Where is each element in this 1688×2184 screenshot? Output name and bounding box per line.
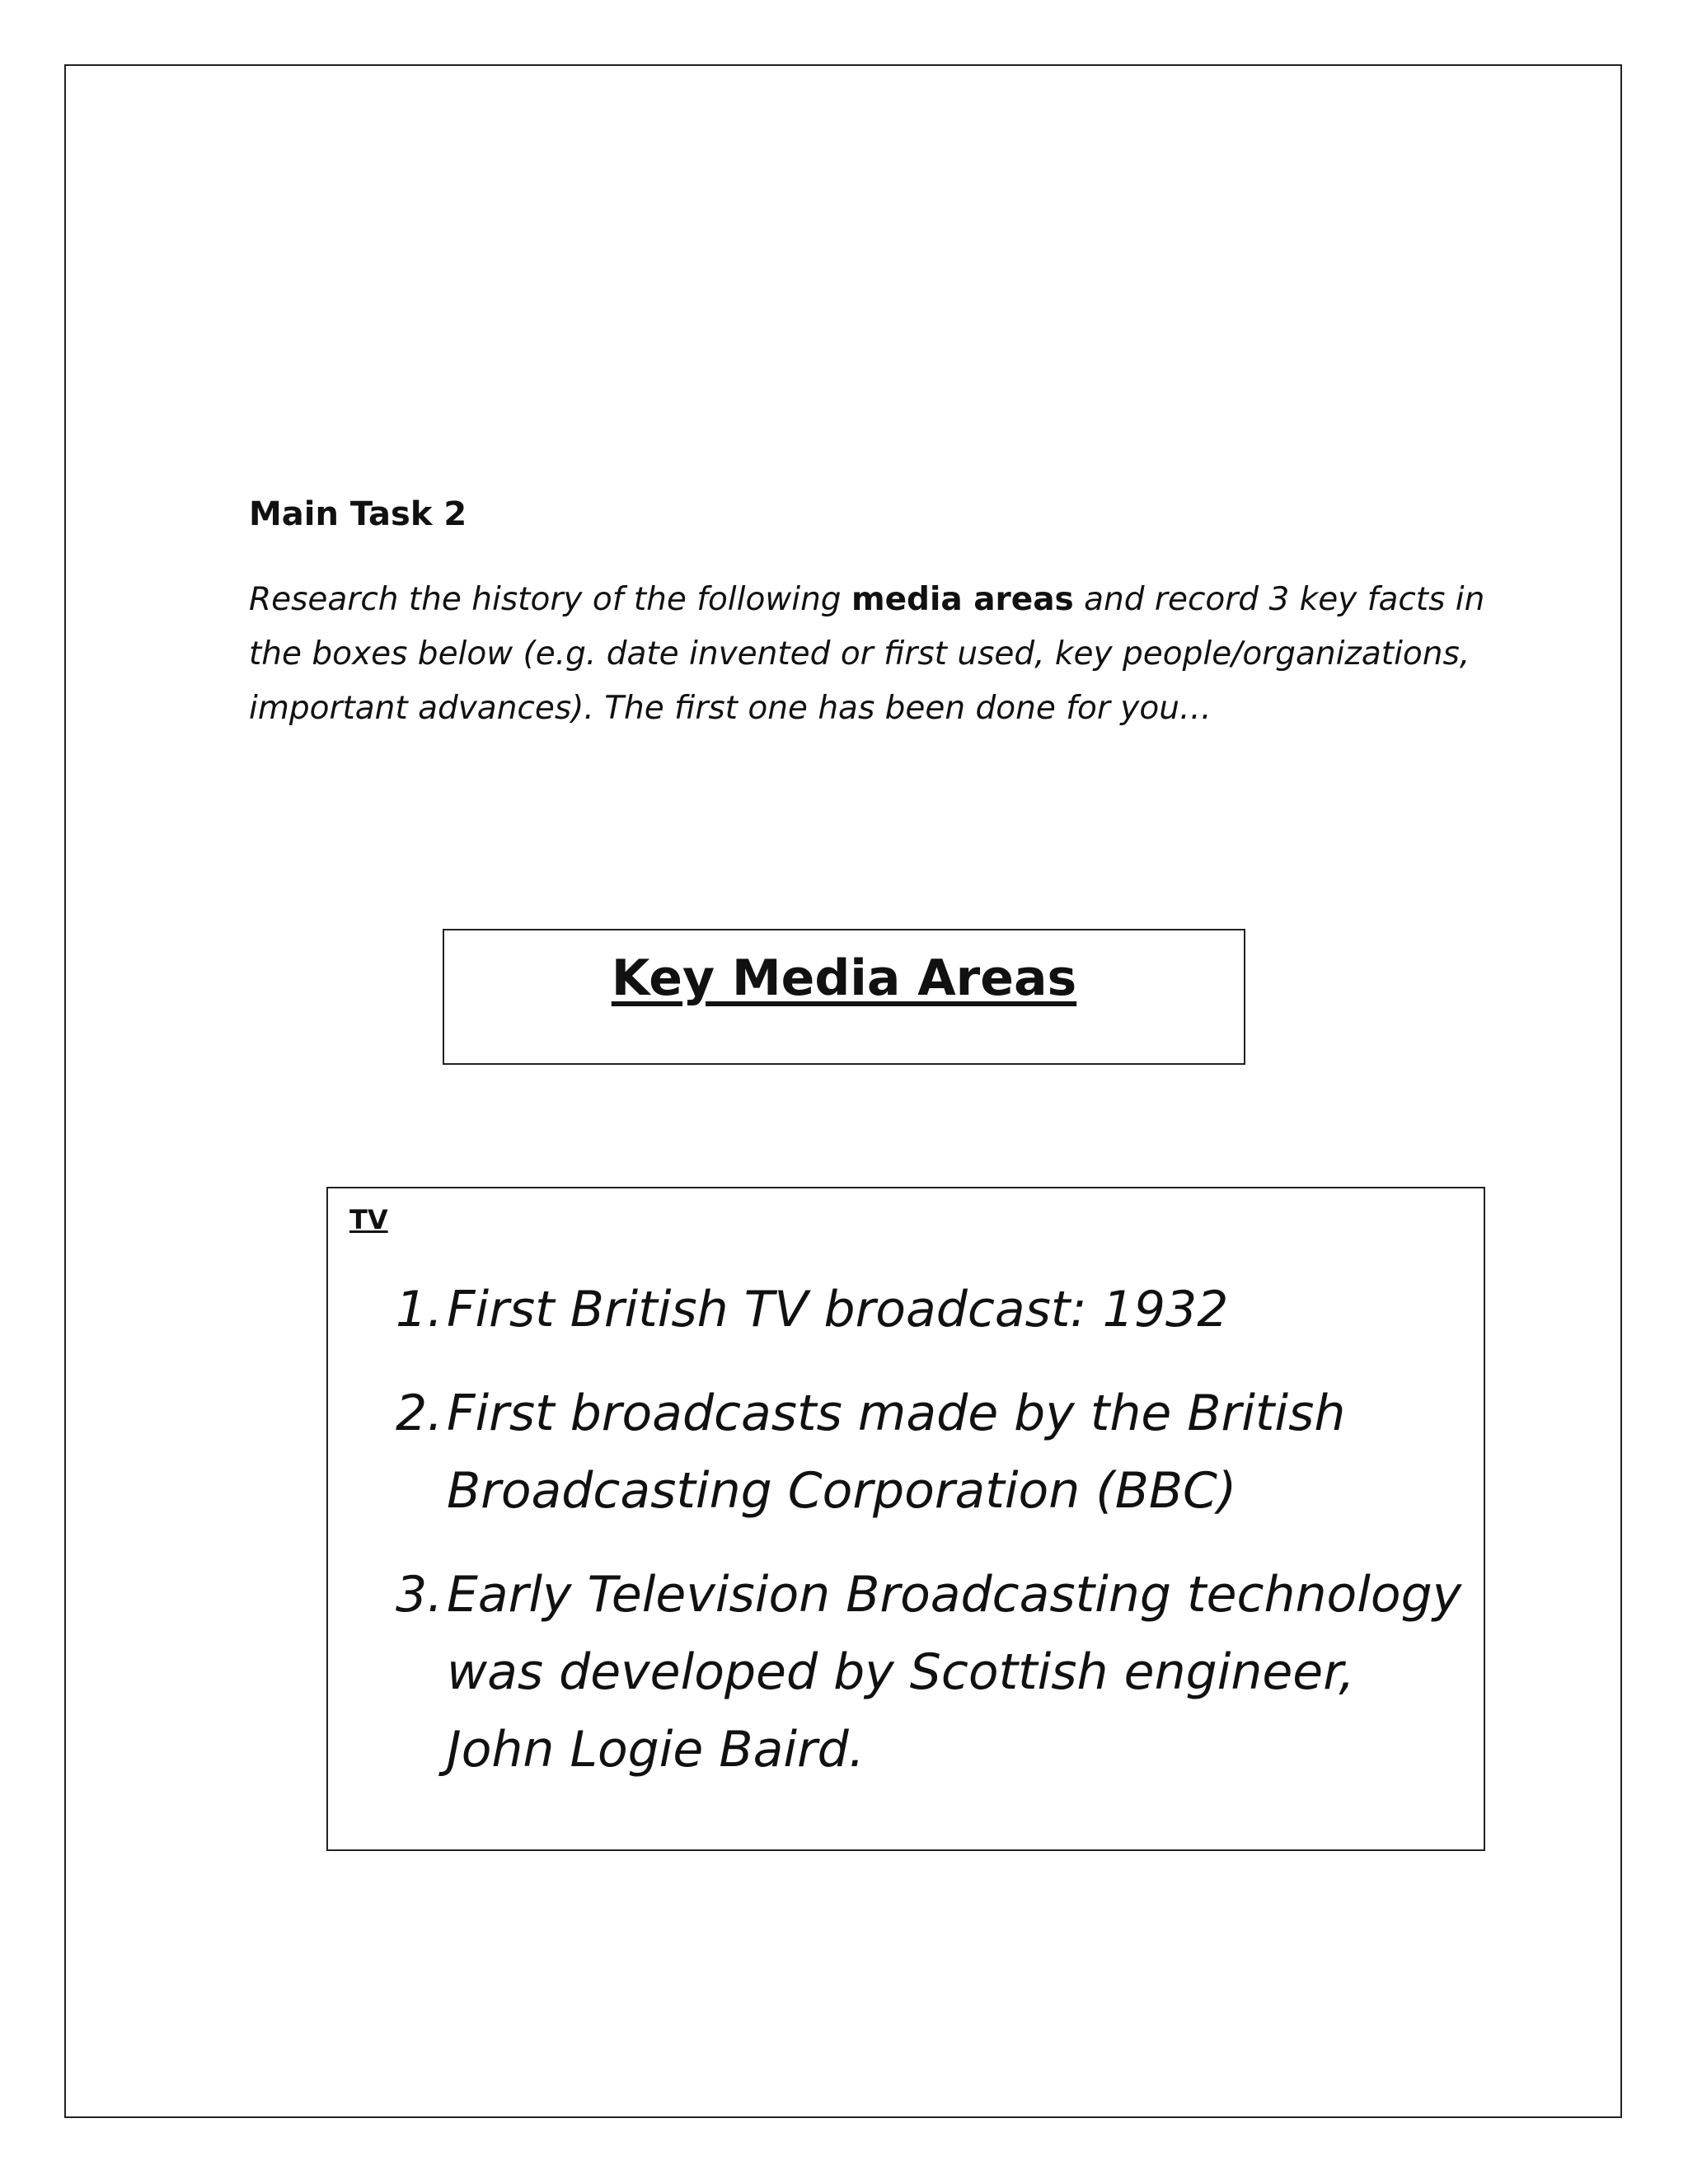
fact-number: 1. (396, 1281, 443, 1338)
list-item (396, 1375, 1467, 1530)
list-item (396, 1556, 1467, 1788)
task-heading: Main Task 2 (249, 495, 467, 533)
fact-text: First British TV broadcast: 1932 (447, 1281, 1229, 1338)
fact-text: Early Television Broadcasting technology was developed by Scottish engineer, John Logie Baird. (447, 1566, 1462, 1779)
tv-label: TV (349, 1204, 388, 1235)
tv-facts-list (396, 1271, 1467, 1815)
key-media-areas-box (443, 929, 1245, 1065)
fact-number: 2. (396, 1385, 443, 1442)
instructions-prefix: Research the history of the following (249, 581, 851, 618)
instructions-suffix: and record 3 key facts in the boxes below (e.g. date invented or first used, key people/organizations, important advances). The first one has been done for you… (249, 581, 1485, 727)
key-media-areas-title: Key Media Areas (611, 949, 1077, 1007)
fact-number: 3. (396, 1566, 443, 1624)
list-item (396, 1271, 1467, 1348)
task-instructions (249, 573, 1535, 736)
instructions-emphasis: media areas (851, 581, 1074, 618)
fact-text: First broadcasts made by the British Broadcasting Corporation (BBC) (447, 1385, 1346, 1520)
tv-facts-box (326, 1187, 1485, 1851)
